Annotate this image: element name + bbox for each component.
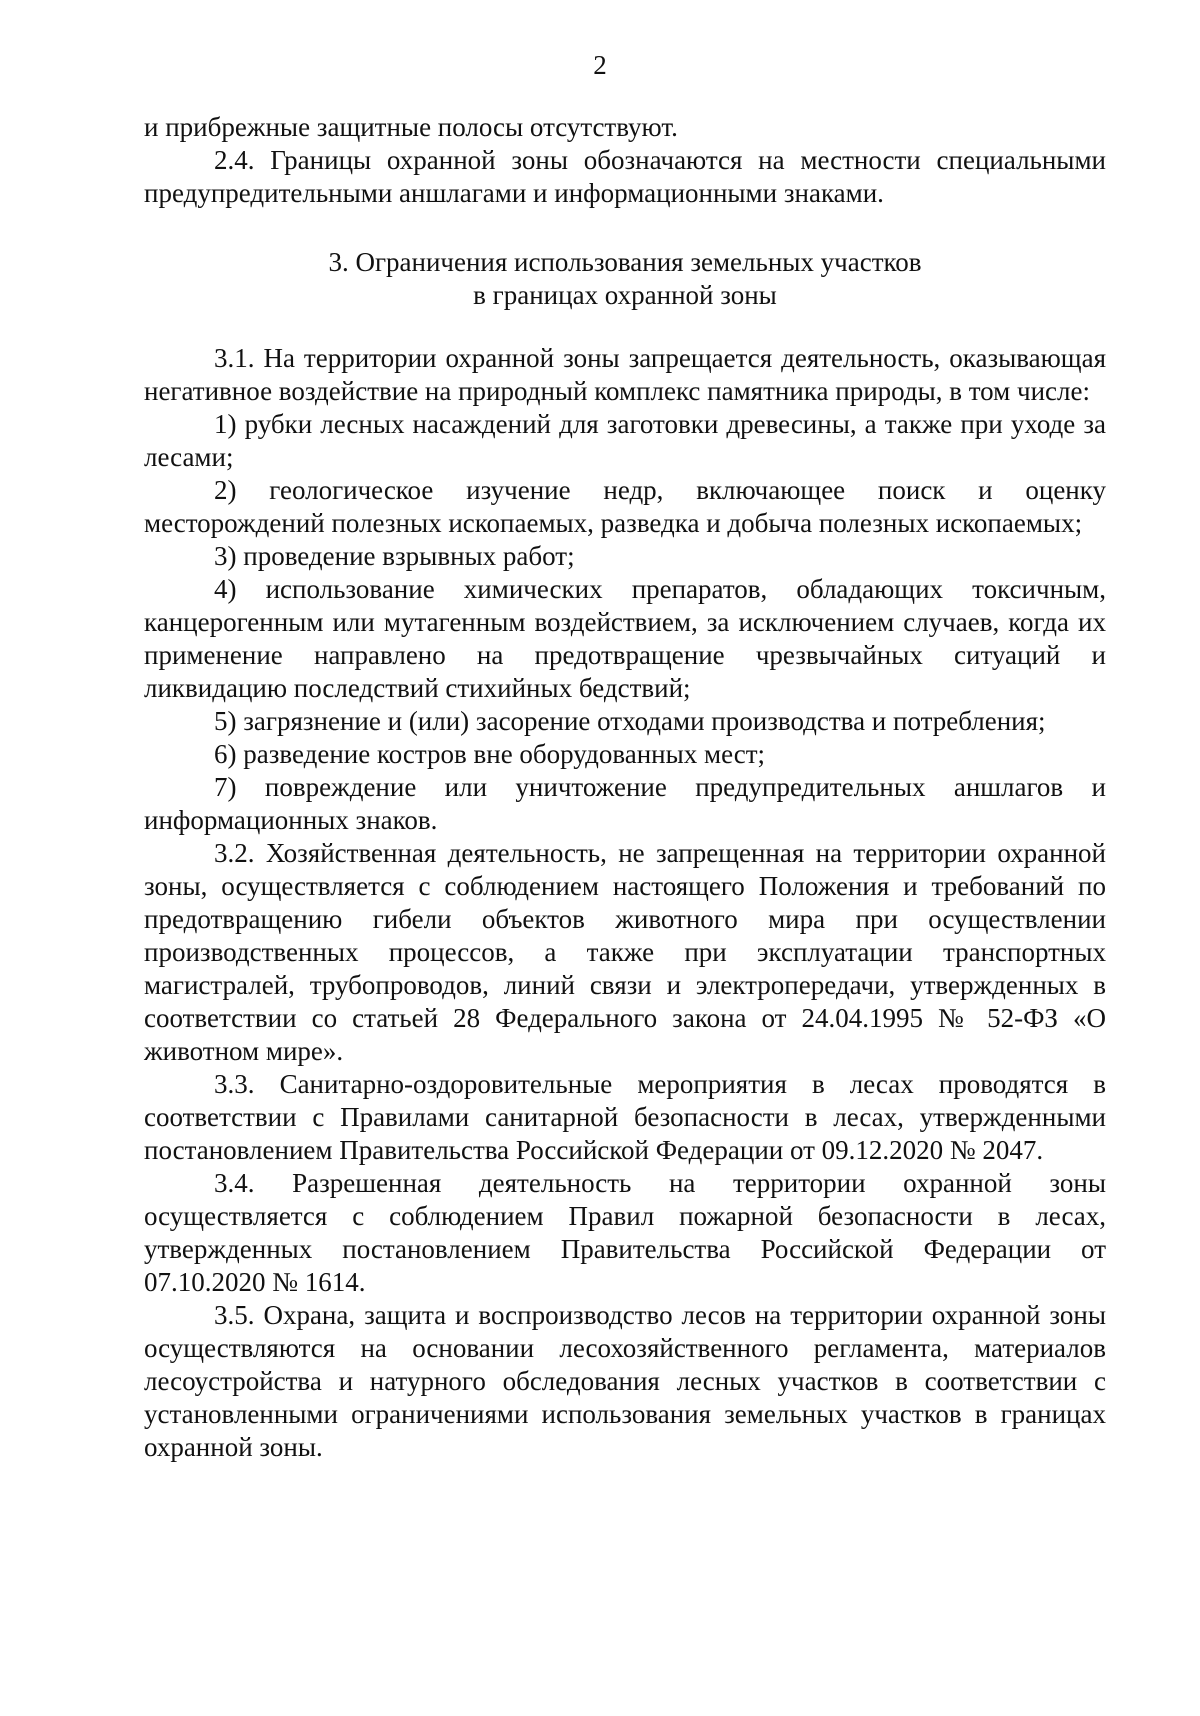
- document-body: [144, 111, 1106, 1464]
- paragraph-3-1: 3.1. На территории охранной зоны запрещается деятельность, оказывающая негативное воздействие на природный комплекс памятника природы, в том числе:: [144, 343, 1106, 406]
- list-item-3-1-4: 4) использование химических препаратов, обладающих токсичным, канцерогенным или мутагенным воздействием, за исключением случаев, когда их применение направлено на предотвращение чрезвычайных ситуаций и ликвидацию последствий стихийных бедствий;: [144, 574, 1106, 703]
- continuation-text: и прибрежные защитные полосы отсутствуют.: [144, 112, 678, 142]
- section-3-heading-line1: 3. Ограничения использования земельных участков: [328, 247, 922, 277]
- list-item-3-1-1: 1) рубки лесных насаждений для заготовки древесины, а также при уходе за лесами;: [144, 409, 1106, 472]
- paragraph-3-4: 3.4. Разрешенная деятельность на территории охранной зоны осуществляется с соблюдением Правил пожарной безопасности в лесах, утвержденных постановлением Правительства Российской Федерации от 07.10.2020 № 1614.: [144, 1168, 1106, 1297]
- list-item-3-1-6: 6) разведение костров вне оборудованных мест;: [214, 739, 766, 769]
- section-3-heading-line2: в границах охранной зоны: [473, 280, 777, 310]
- list-item-3-1-2: 2) геологическое изучение недр, включающее поиск и оценку месторождений полезных ископаемых, разведка и добыча полезных ископаемых;: [144, 475, 1106, 538]
- section-3-heading: [144, 210, 1106, 342]
- list-item-3-1-7: 7) повреждение или уничтожение предупредительных аншлагов и информационных знаков.: [144, 772, 1106, 835]
- paragraph-3-2: 3.2. Хозяйственная деятельность, не запрещенная на территории охранной зоны, осуществляется с соблюдением настоящего Положения и требований по предотвращению гибели объектов животного мира при осуществлении производственных процессов, а также при эксплуатации транспортных магистралей, трубопроводов, линий связи и электропередачи, утвержденных в соответствии со статьей 28 Федерального закона от 24.04.1995 № 52-ФЗ «О животном мире».: [144, 838, 1106, 1066]
- paragraph-3-3: 3.3. Санитарно-оздоровительные мероприятия в лесах проводятся в соответствии с Правилами санитарной безопасности в лесах, утвержденными постановлением Правительства Российской Федерации от 09.12.2020 № 2047.: [144, 1069, 1106, 1165]
- paragraph-2-4: 2.4. Границы охранной зоны обозначаются на местности специальными предупредительными аншлагами и информационными знаками.: [144, 145, 1106, 208]
- list-item-3-1-3: 3) проведение взрывных работ;: [214, 541, 575, 571]
- paragraph-3-5: 3.5. Охрана, защита и воспроизводство лесов на территории охранной зоны осуществляются на основании лесохозяйственного регламента, материалов лесоустройства и натурного обследования лесных участков в соответствии с установленными ограничениями использования земельных участков в границах охранной зоны.: [144, 1300, 1106, 1462]
- list-item-3-1-5: 5) загрязнение и (или) засорение отходами производства и потребления;: [214, 706, 1046, 736]
- page-number: 2: [593, 50, 607, 80]
